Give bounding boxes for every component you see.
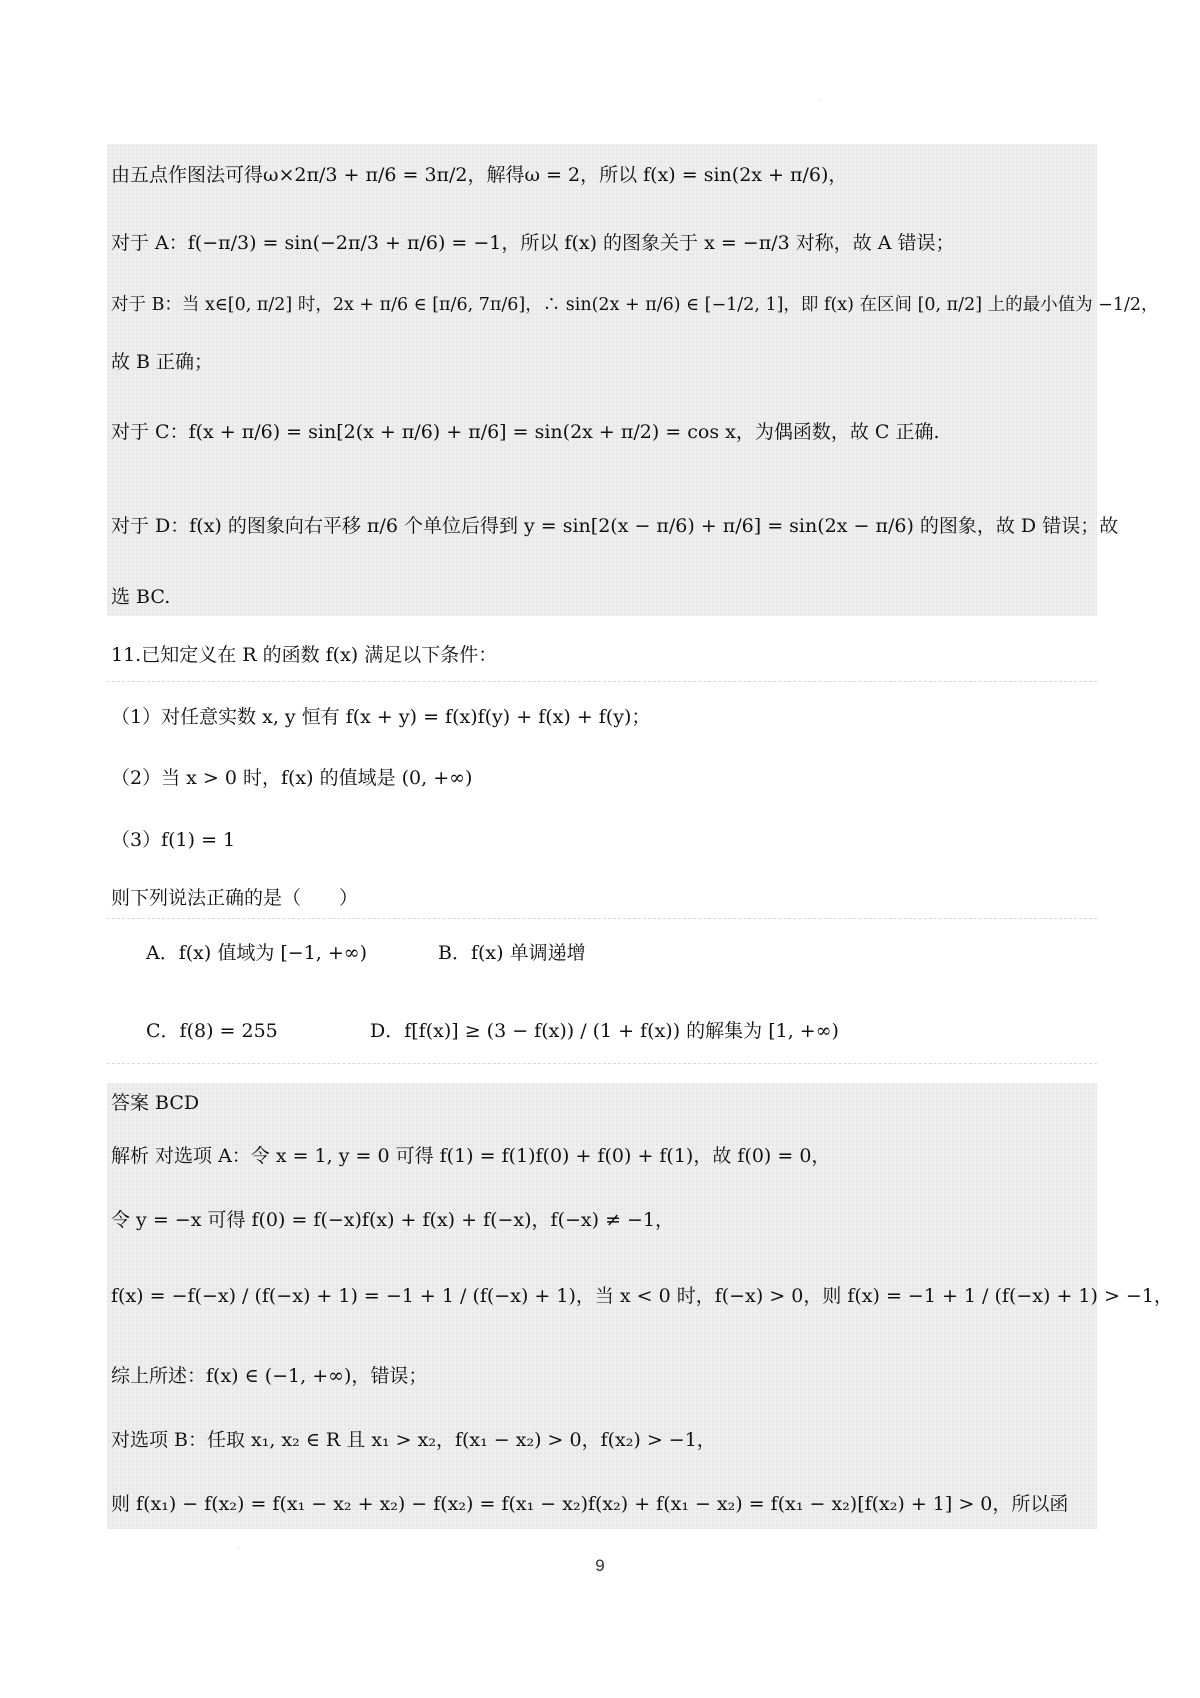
question-11-condition-2: （2）当 x > 0 时，f(x) 的值域是 (0, +∞) xyxy=(111,767,473,789)
option-a: A．f(x) 值域为 [−1, +∞) xyxy=(146,942,368,964)
solution-10-line-7: 选 BC. xyxy=(111,586,171,608)
page-number: 9 xyxy=(595,1556,605,1575)
question-11-condition-1: （1）对任意实数 x, y 恒有 f(x + y) = f(x)f(y) + f(x) + f(y)； xyxy=(111,706,651,728)
solution-10-line-2: 对于 A：f(−π/3) = sin(−2π/3 + π/6) = −1，所以 f(x) 的图象关于 x = −π/3 对称，故 A 错误； xyxy=(111,232,955,254)
solution-10-line-6: 对于 D：f(x) 的图象向右平移 π/6 个单位后得到 y = sin[2(x − π/6) + π/6] = sin(2x − π/6) 的图象，故 D 错误；故 xyxy=(111,515,1119,537)
answer-11-line-4: 综上所述：f(x) ∈ (−1, +∞)，错误； xyxy=(111,1365,428,1387)
option-b: B．f(x) 单调递增 xyxy=(438,942,586,964)
scan-speck: · xyxy=(238,1546,240,1553)
scan-speck: · xyxy=(818,98,820,105)
solution-10-line-1: 由五点作图法可得ω×2π/3 + π/6 = 3π/2，解得ω = 2，所以 f(x) = sin(2x + π/6)， xyxy=(111,164,848,186)
answer-11-line-3: f(x) = −f(−x) / (f(−x) + 1) = −1 + 1 / (f(−x) + 1)，当 x < 0 时，f(−x) > 0，则 f(x) = −1 + 1 / (f(−x) + 1) > −1， xyxy=(111,1285,1173,1307)
divider xyxy=(107,918,1097,919)
answer-11-line-5: 对选项 B：任取 x₁, x₂ ∈ R 且 x₁ > x₂，f(x₁ − x₂) > 0，f(x₂) > −1， xyxy=(111,1429,716,1451)
option-d: D．f[f(x)] ≥ (3 − f(x)) / (1 + f(x)) 的解集为 [1, +∞) xyxy=(370,1020,839,1042)
solution-10-block xyxy=(107,144,1097,616)
solution-10-line-5: 对于 C：f(x + π/6) = sin[2(x + π/6) + π/6] = sin(2x + π/2) = cos x，为偶函数，故 C 正确. xyxy=(111,421,940,443)
solution-10-line-4: 故 B 正确； xyxy=(111,351,214,373)
question-11-stem: 11.已知定义在 R 的函数 f(x) 满足以下条件： xyxy=(111,644,498,666)
answer-11-line-1: 解析 对选项 A：令 x = 1, y = 0 可得 f(1) = f(1)f(0) + f(0) + f(1)，故 f(0) = 0， xyxy=(111,1145,831,1167)
question-11-prompt: 则下列说法正确的是（ ） xyxy=(111,887,359,909)
answer-11-answer: 答案 BCD xyxy=(111,1092,200,1114)
answer-11-line-6: 则 f(x₁) − f(x₂) = f(x₁ − x₂ + x₂) − f(x₂) = f(x₁ − x₂)f(x₂) + f(x₁ − x₂) = f(x₁ − x₂)[f(x₂) + 1] > 0，所以函 xyxy=(111,1493,1069,1515)
question-11-condition-3: （3）f(1) = 1 xyxy=(111,829,236,851)
option-c: C．f(8) = 255 xyxy=(146,1020,278,1042)
answer-11-line-2: 令 y = −x 可得 f(0) = f(−x)f(x) + f(x) + f(−x)，f(−x) ≠ −1， xyxy=(111,1209,675,1231)
divider xyxy=(107,1063,1097,1064)
solution-10-line-3: 对于 B：当 x∈[0, π/2] 时，2x + π/6 ∈ [π/6, 7π/6]，∴ sin(2x + π/6) ∈ [−1/2, 1]，即 f(x) 在区间 [0, π/2] 上的最小值为 −1/2， xyxy=(111,295,1159,315)
divider xyxy=(107,681,1097,682)
